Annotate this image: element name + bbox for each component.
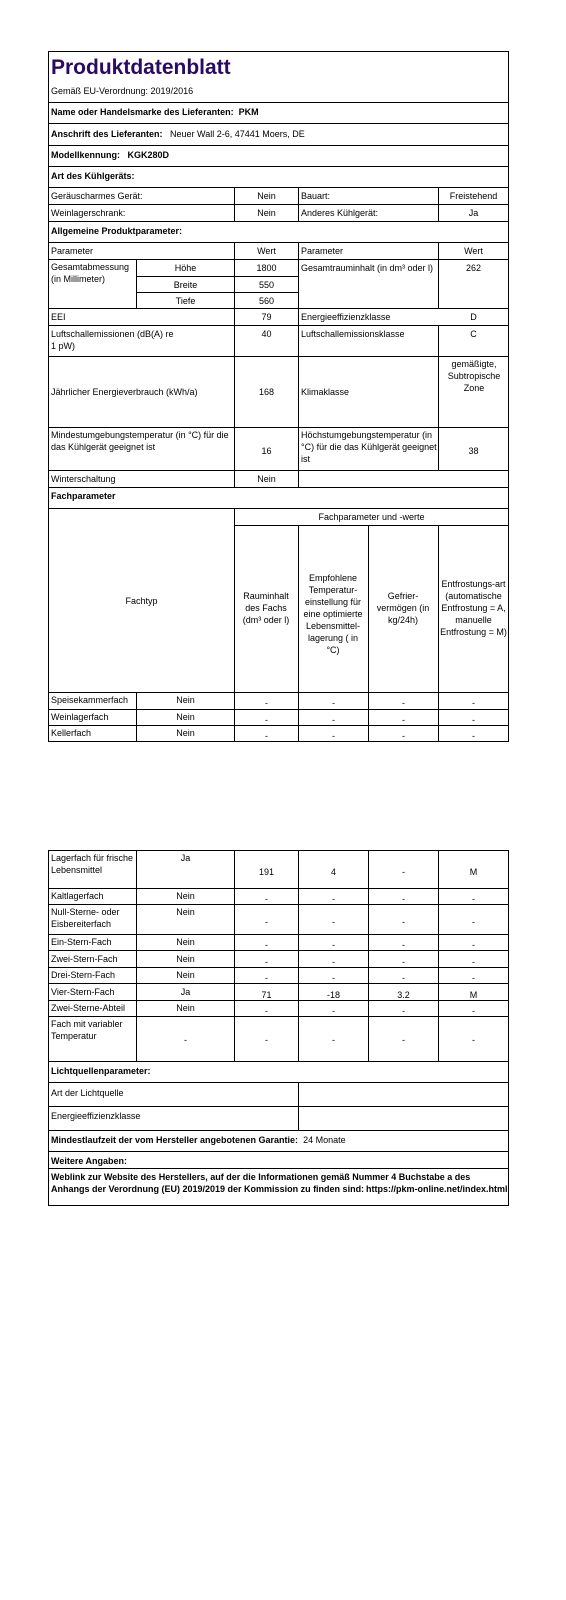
weblink-url[interactable]: https://pkm-online.net/index.html — [366, 1184, 508, 1194]
p2-row-6-freeze: - — [402, 973, 405, 983]
wine-cabinet-label: Weinlagerschrank: — [51, 208, 126, 218]
row-2-name: Weinlagerfach — [51, 712, 109, 722]
table-rule — [508, 51, 509, 742]
col-defrost-header: Entfrostungs-art (automatische Entfrostung = A, manuelle Entfrostung = M) — [440, 579, 507, 637]
p2-row-8-present: Nein — [176, 1003, 195, 1013]
p2-row-7-present: Ja — [180, 987, 191, 997]
table-rule — [48, 204, 509, 205]
general-params-heading: Allgemeine Produktparameter: — [51, 226, 183, 236]
table-rule — [234, 525, 509, 526]
p2-row-6-temp: - — [332, 973, 335, 983]
min-temp-value: 16 — [261, 446, 272, 456]
p2-row-5-present: Nein — [176, 954, 195, 964]
address-row — [51, 128, 305, 140]
light-heading: Lichtquellenparameter: — [51, 1066, 151, 1076]
light-type-label: Art der Lichtquelle — [51, 1088, 124, 1098]
p2-row-8-name: Zwei-Sterne-Abteil — [51, 1003, 126, 1013]
eei-value: 79 — [261, 312, 272, 322]
energy-class-label: Energieeffizienzklasse — [301, 312, 391, 322]
p2-row-4-name: Ein-Stern-Fach — [51, 937, 112, 947]
other-appliance-value: Ja — [468, 208, 479, 218]
table-rule — [48, 487, 509, 488]
supplier-value: PKM — [238, 107, 259, 117]
p2-row-2-name: Kaltlagerfach — [51, 891, 104, 901]
row-3-temp: - — [332, 731, 335, 741]
p2-row-4-defrost: - — [472, 940, 475, 950]
winter-value: Nein — [257, 474, 276, 484]
col-temp-header: Empfohlene Temperatur-einstellung für eine optimierte Lebensmittel-lagerung ( in °C) — [303, 573, 363, 655]
annual-energy-label: Jährlicher Energieverbrauch (kWh/a) — [51, 387, 198, 397]
p2-row-2-temp: - — [332, 894, 335, 904]
row-2-volume: - — [265, 715, 268, 725]
table-rule — [48, 692, 509, 693]
row-3-freeze: - — [402, 731, 405, 741]
max-temp-value: 38 — [468, 446, 479, 456]
noise-class-label: Luftschallemissionsklasse — [301, 329, 405, 339]
p2-row-7-freeze: 3.2 — [397, 990, 410, 1000]
table-rule — [48, 166, 509, 167]
row-2-temp: - — [332, 715, 335, 725]
p2-row-2-volume: - — [265, 894, 268, 904]
energy-class-value: D — [470, 312, 477, 322]
table-rule — [48, 145, 509, 146]
p2-row-6-defrost: - — [472, 973, 475, 983]
eei-label: EEI — [51, 312, 66, 322]
width-label: Breite — [173, 280, 198, 290]
table-rule — [48, 1130, 509, 1131]
table-rule — [298, 187, 299, 221]
p2-row-3-defrost: - — [472, 917, 475, 927]
page-title: Produktdatenblatt — [51, 56, 231, 79]
height-label: Höhe — [174, 263, 197, 273]
p2-row-3-name: Null-Sterne- oder Eisbereiterfach — [51, 907, 120, 929]
p2-row-2-freeze: - — [402, 894, 405, 904]
further-info-heading: Weitere Angaben: — [51, 1156, 128, 1166]
row-1-volume: - — [265, 698, 268, 708]
table-rule — [136, 292, 299, 293]
p2-row-9-name: Fach mit variabler Temperatur — [51, 1019, 123, 1041]
regulation-text: Gemäß EU-Verordnung: 2019/2016 — [51, 86, 194, 96]
total-volume-value: 262 — [465, 263, 482, 273]
p2-row-1-freeze: - — [402, 867, 405, 877]
col-value-right: Wert — [464, 246, 483, 256]
height-value: 1800 — [256, 263, 277, 273]
p2-row-2-defrost: - — [472, 894, 475, 904]
p2-row-6-name: Drei-Stern-Fach — [51, 970, 116, 980]
p2-row-5-volume: - — [265, 957, 268, 967]
table-rule — [136, 276, 299, 277]
row-1-defrost: - — [472, 698, 475, 708]
row-1-freeze: - — [402, 698, 405, 708]
table-rule — [48, 508, 509, 509]
p2-row-1-name: Lagerfach für frische Lebensmittel — [51, 853, 134, 875]
table-rule — [48, 1168, 509, 1169]
p2-row-1-present: Ja — [180, 853, 191, 863]
model-value: KGK280D — [127, 150, 170, 160]
row-1-name: Speisekammerfach — [51, 695, 129, 705]
address-label: Anschrift des Lieferanten: — [51, 129, 163, 139]
row-3-present: Nein — [176, 728, 195, 738]
min-temp-label: Mindestumgebungstemperatur (in °C) für die das Kühlgerät geeignet ist — [51, 430, 229, 452]
p2-row-8-temp: - — [332, 1006, 335, 1016]
p2-row-8-freeze: - — [402, 1006, 405, 1016]
compartment-heading: Fachparameter — [51, 491, 116, 501]
p2-row-1-temp: 4 — [330, 867, 336, 877]
col-param-left: Parameter — [51, 246, 94, 256]
table-rule — [48, 325, 509, 326]
winter-label: Winterschaltung — [51, 474, 116, 484]
warranty-value: 24 Monate — [303, 1135, 346, 1145]
table-rule — [48, 1106, 509, 1107]
address-value: Neuer Wall 2-6, 47441 Moers, DE — [170, 129, 305, 139]
table-rule — [48, 308, 509, 309]
p2-row-4-present: Nein — [176, 937, 195, 947]
width-value: 550 — [258, 280, 275, 290]
weblink-text: Weblink zur Website des Herstellers, auf der die Informationen gemäß Nummer 4 Buchstabe a des Anhangs der Verordnung (EU) 2019/2019 der Kommission zu finden sind: — [51, 1172, 471, 1194]
p2-row-3-freeze: - — [402, 917, 405, 927]
p2-row-7-temp: -18 — [326, 990, 340, 1000]
table-rule — [48, 1151, 509, 1152]
max-temp-label: Höchstumgebungstemperatur (in °C) für die das Kühlgerät geeignet ist — [301, 430, 437, 464]
p2-row-1-volume: 191 — [258, 867, 275, 877]
p2-row-3-temp: - — [332, 917, 335, 927]
p2-row-6-present: Nein — [176, 970, 195, 980]
wine-cabinet-value: Nein — [257, 208, 276, 218]
p2-row-6-volume: - — [265, 973, 268, 983]
p2-row-7-volume: 71 — [261, 990, 272, 1000]
col-freeze-header: Gefrier-vermögen (in kg/24h) — [376, 591, 430, 625]
row-3-defrost: - — [472, 731, 475, 741]
row-3-name: Kellerfach — [51, 728, 92, 738]
model-row — [51, 149, 169, 161]
low-noise-label: Geräuscharmes Gerät: — [51, 191, 143, 201]
low-noise-value: Nein — [257, 191, 276, 201]
warranty-label: Mindestlaufzeit der vom Hersteller angebotenen Garantie: — [51, 1135, 299, 1145]
row-2-freeze: - — [402, 715, 405, 725]
row-2-present: Nein — [176, 712, 195, 722]
table-rule — [48, 427, 509, 428]
p2-row-9-present: - — [184, 1035, 187, 1045]
noise-class-value: C — [470, 329, 477, 339]
col-value-left: Wert — [257, 246, 276, 256]
p2-row-7-name: Vier-Stern-Fach — [51, 987, 115, 997]
table-rule — [48, 221, 509, 222]
p2-row-9-freeze: - — [402, 1035, 405, 1045]
noise-emission-value: 40 — [261, 329, 272, 339]
design-value: Freistehend — [449, 191, 498, 201]
p2-row-8-volume: - — [265, 1006, 268, 1016]
design-label: Bauart: — [301, 191, 331, 201]
table-rule — [48, 1082, 509, 1083]
total-volume-label: Gesamtrauminhalt (in dm³ oder l) — [301, 263, 434, 273]
p2-row-5-temp: - — [332, 957, 335, 967]
p2-row-4-volume: - — [265, 940, 268, 950]
p2-row-7-defrost: M — [469, 990, 478, 1000]
climate-class-label: Klimaklasse — [301, 387, 350, 397]
dimensions-label: Gesamtabmessung (in Millimeter) — [51, 262, 130, 284]
table-rule — [298, 242, 299, 487]
table-rule — [48, 1061, 509, 1062]
p2-row-3-present: Nein — [176, 907, 195, 917]
row-2-defrost: - — [472, 715, 475, 725]
table-rule — [48, 259, 509, 260]
p2-row-5-defrost: - — [472, 957, 475, 967]
climate-class-value: gemäßigte, Subtropische Zone — [447, 359, 501, 393]
table-rule — [48, 187, 509, 188]
p2-row-2-present: Nein — [176, 891, 195, 901]
row-1-temp: - — [332, 698, 335, 708]
p2-row-1-defrost: M — [469, 867, 478, 877]
p2-row-5-name: Zwei-Stern-Fach — [51, 954, 118, 964]
compartment-group-header: Fachparameter und -werte — [318, 512, 425, 522]
depth-value: 560 — [258, 296, 275, 306]
table-rule — [48, 51, 509, 52]
noise-emission-label: Luftschallemissionen (dB(A) re 1 pW) — [51, 329, 174, 351]
table-rule — [48, 888, 509, 889]
table-rule — [48, 850, 509, 851]
p2-row-9-temp: - — [332, 1035, 335, 1045]
table-rule — [48, 51, 49, 742]
table-rule — [48, 470, 509, 471]
other-appliance-label: Anderes Kühlgerät: — [301, 208, 379, 218]
warranty-row — [51, 1134, 346, 1146]
p2-row-5-freeze: - — [402, 957, 405, 967]
p2-row-4-freeze: - — [402, 940, 405, 950]
table-rule — [48, 709, 509, 710]
row-3-volume: - — [265, 731, 268, 741]
table-rule — [48, 123, 509, 124]
p2-row-9-defrost: - — [472, 1035, 475, 1045]
table-rule — [48, 1205, 509, 1206]
table-rule — [48, 102, 509, 103]
depth-label: Tiefe — [175, 296, 196, 306]
table-rule — [48, 934, 509, 935]
col-volume-header: Rauminhalt des Fachs (dm³ oder l) — [242, 591, 290, 625]
appliance-type-heading: Art des Kühlgeräts: — [51, 171, 135, 181]
table-rule — [48, 356, 509, 357]
p2-row-8-defrost: - — [472, 1006, 475, 1016]
p2-row-4-temp: - — [332, 940, 335, 950]
table-rule — [298, 1082, 299, 1130]
p2-row-3-volume: - — [265, 917, 268, 927]
p2-row-9-volume: - — [265, 1035, 268, 1045]
light-class-label: Energieeffizienzklasse — [51, 1111, 141, 1121]
supplier-label: Name oder Handelsmarke des Lieferanten: PKM — [51, 107, 259, 117]
model-label: Modellkennung: — [51, 150, 120, 160]
col-param-right: Parameter — [301, 246, 344, 256]
row-1-present: Nein — [176, 695, 195, 705]
fachtyp-header: Fachtyp — [125, 596, 158, 606]
annual-energy-value: 168 — [258, 387, 275, 397]
table-rule — [48, 242, 509, 243]
